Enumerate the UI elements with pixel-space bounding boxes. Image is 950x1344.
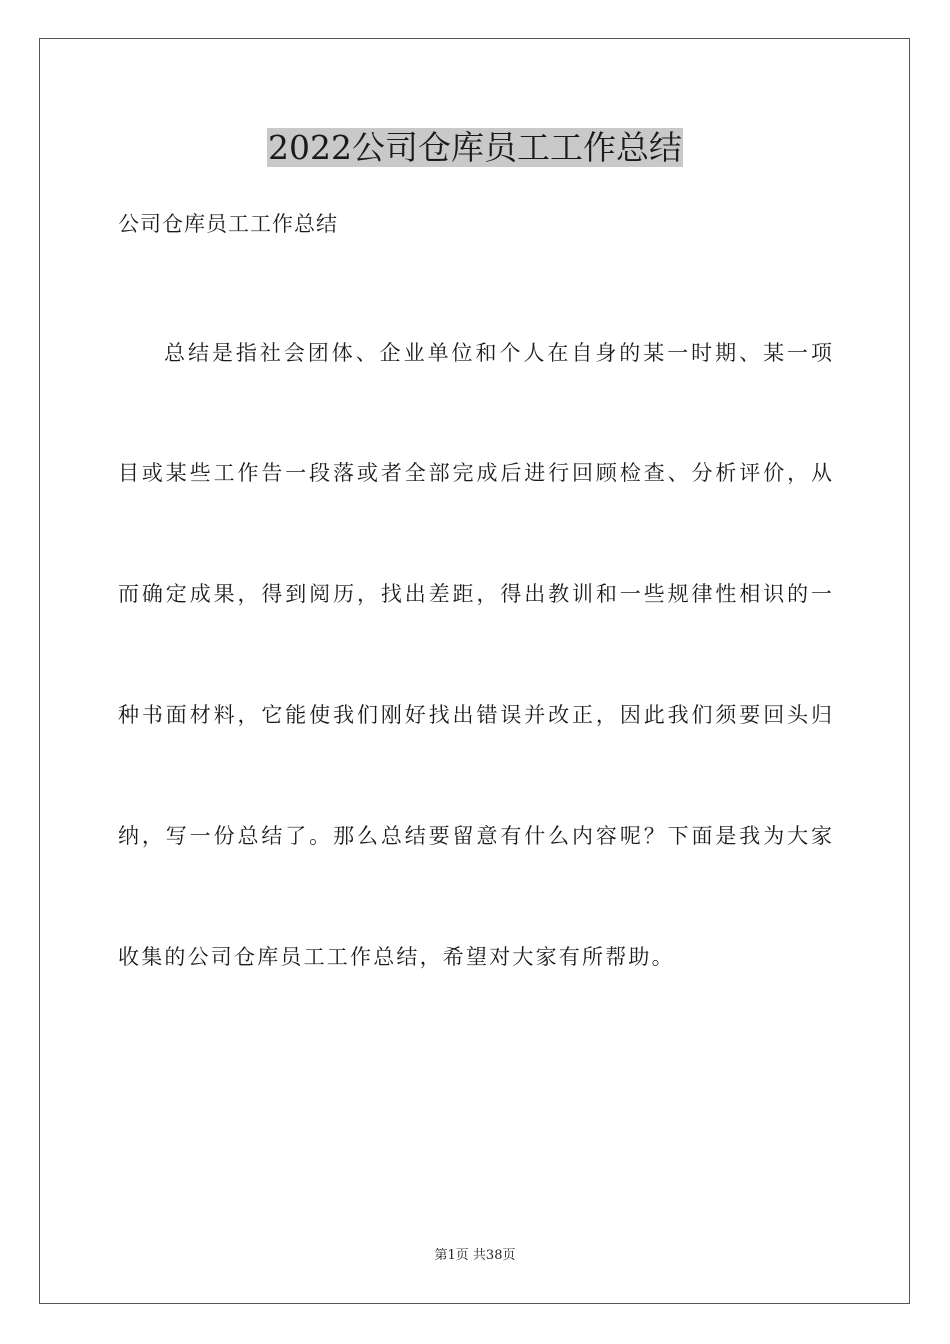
paragraph-line: 收集的公司仓库员工工作总结，希望对大家有所帮助。 xyxy=(118,945,675,969)
page-footer: 第1页 共38页 xyxy=(434,1248,516,1263)
paragraph-line: 目或某些工作告一段落或者全部完成后进行回顾检查、分析评价，从 xyxy=(118,461,832,485)
paragraph-line: 种书面材料，它能使我们刚好找出错误并改正，因此我们须要回头归 xyxy=(118,703,832,727)
document-title-text: 2022公司仓库员工工作总结 xyxy=(268,128,682,167)
document-subtitle: 公司仓库员工工作总结 xyxy=(118,212,338,236)
paragraph-line: 而确定成果，得到阅历，找出差距，得出教训和一些规律性相识的一 xyxy=(118,582,832,606)
paragraph-line: 纳，写一份总结了。那么总结要留意有什么内容呢？下面是我为大家 xyxy=(118,824,832,848)
document-title xyxy=(0,126,950,170)
paragraph-line: 总结是指社会团体、企业单位和个人在自身的某一时期、某一项 xyxy=(164,341,832,365)
